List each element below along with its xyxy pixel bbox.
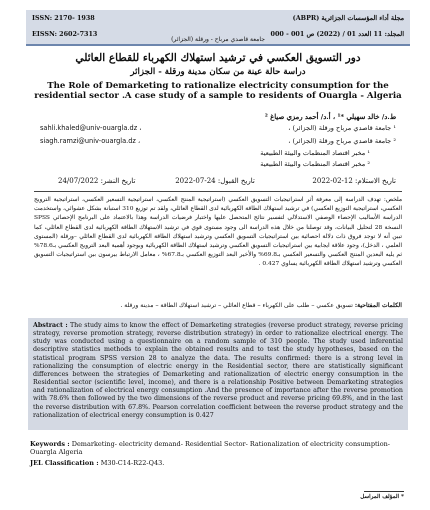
date-received: تاريخ الاستلام: 12-02-2022 — [312, 177, 396, 185]
lab-author-1: ¹ مخبر اقتصاد المنظمات والبيئة الطبيعية — [260, 149, 370, 157]
title-english: The Role of Demarketing to rationalize electricity consumption for the residential sector .A case study of a sample to residents of Ouargla - Algeria — [34, 81, 402, 101]
keywords-english-text: Demarketing- electricity demand- Residential Sector- Rationalization of electricity consumption-Ouargla Algeria — [30, 440, 390, 457]
abstract-english-label: Abstract : — [33, 322, 68, 329]
keywords-arabic-text: تسويق عكسي – طلب على الكهرباء – قطاع العائلي – ترشيد استهلاك الطاقة – مدينة ورقلة . — [120, 302, 353, 309]
corresponding-author-note: * المؤلف المراسل — [360, 494, 404, 500]
journal-name: مجلة أداء المؤسسات الجزائرية (ABPR) — [292, 14, 404, 22]
subtitle-arabic: دراسة حالة عينة من سكان مدينة ورقلة - الجزائر — [130, 67, 306, 77]
journal-header — [26, 10, 410, 46]
jel-label: JEL Classification : — [30, 459, 99, 467]
abstract-arabic: ملخص: تهدف الدراسة إلى معرفة أثر استراتيجيات التسويق العكسي (استراتيجية المنتج العكسي، استراتيجية التسعير العكسي، استراتيجية الترويج العكسي، استراتيجية التوزيع العكسي) في ترشيد استهلاك الطاقة الكهربائية لدى القطاع العائلي، ولقد تم توزيع 310 استبانة بشكل عشوائي، واستخدمت الدراسة الأساليب الإحصاء الوصفي الاستدلالي لتفسير نتائج المتحصل عليها واختبار فرضيات الدراسة وهذا بالاعتماد على البرنامج الإحصائي SPSS النسخة 28 لتحليل البيانات، وقد توصلنا من خلال هذه الدراسة الى وجود مستوى قوي في ترشيد الاستهلاك الطاقة الكهربائية لدى القطاع العائلي، كما تبين أنه لا توجد فروق ذات دلالة احصائية بين استراتيجيات التسويق العكسي وترشيد استهلاك الطاقة الكهربائية لدى القطاع العائلي –ورقلة (المستوى العلمي ، الدخل)، وجود علاقة ايجابية بين استراتيجيات التسويق العكسي وترشيد استهلاك الطاقة الكهربائية وبوجود أهمية البعد الترويج العكسي بـ78.6% ثم يليه البعدين المنتج العكسي والتسعير العكسي بـ69.8% والأخير البعد التوزيع العكسي بـ67.8% ، معامل الارتباط بيرسون بين استراتيجيات التسويق العكسي وترشيد استهلاك الطاقة الكهربائية يساوي 0.427 . — [34, 197, 402, 268]
authors-line: ط.د/ خالد سهيلي *¹ ، أ.د/ أحمد رمزي صياغ ² — [264, 113, 396, 121]
title-arabic: دور التسويق العكسي في ترشيد استهلاك الكهرباء للقطاع العائلي — [75, 52, 361, 64]
issn-print: ISSN: 2170- 1938 — [32, 14, 95, 22]
affiliation-2: ² جامعة قاصدي مرباح ورقلة (الجزائر) ، — [288, 137, 396, 145]
issue-info: المجلد: 11 العدد 01 / (2022) ص 001 - 000 — [270, 30, 404, 38]
divider-dates — [34, 191, 402, 192]
affiliation-1: ¹ جامعة قاصدي مرباح ورقلة (الجزائر) ، — [288, 124, 396, 132]
jel-codes: M30-C14-R22-Q43. — [100, 459, 165, 467]
date-accepted: تاريخ القبول: 24-07-2022 — [175, 177, 255, 185]
jel-classification — [30, 459, 164, 467]
abstract-english-box — [28, 318, 408, 430]
lab-author-2: ² مخبر اقتصاد المنظمات والبيئة الطبيعية — [260, 160, 370, 168]
keywords-arabic — [34, 302, 402, 309]
email-author-1[interactable]: sahli.khaled@univ-ouargla.dz ، — [40, 124, 142, 132]
keywords-english — [30, 440, 410, 457]
date-published: تاريخ النشر: 24/07/2022 — [58, 177, 136, 185]
university-line: جامعة قاصدي مرباح - ورقلة (الجزائر) — [171, 36, 265, 43]
keywords-arabic-label: الكلمات المفتاحية: — [354, 302, 402, 309]
email-author-2[interactable]: siagh.ramzi@univ-ouargla.dz ، — [40, 137, 141, 145]
abstract-english-text: The study aims to know the effect of Demarketing strategies (reverse product strategy, reverse pricing strategy, reverse promotion strategy, reverse distribution strategy) in order to rationalize electrical energy. The study was conducted using a questionnaire on a random sample of 310 people. The study used inferential descriptive statistics methods to explain the obtained results and to test the study hypotheses, based on the statistical program SPSS version 28 to analyze the data. The results confirmed: there is a strong level in rationalizing the consumption of electric energy in the Residential sector, there are statistically significant differences between the strategies of Demarketing and rationalization of electric energy consumption in the Residential sector (scientific level, income), and there is a relationship Positive between Demarketing strategies and rationalization of electrical energy consumption .And the presence of importance after the reverse promotion with 78.6% then followed by the two dimensions of the reverse product and reverse pricing 69.8%, and in the last the reverse distribution with 67.8%. Pearson correlation coefficient between the reverse product strategy and the rationalization of electrical energy consumption is 0.427 — [33, 322, 403, 419]
keywords-english-label: Keywords : — [30, 440, 70, 448]
issn-online: EISSN: 2602-7313 — [32, 30, 98, 38]
footnote-rule — [364, 491, 404, 492]
